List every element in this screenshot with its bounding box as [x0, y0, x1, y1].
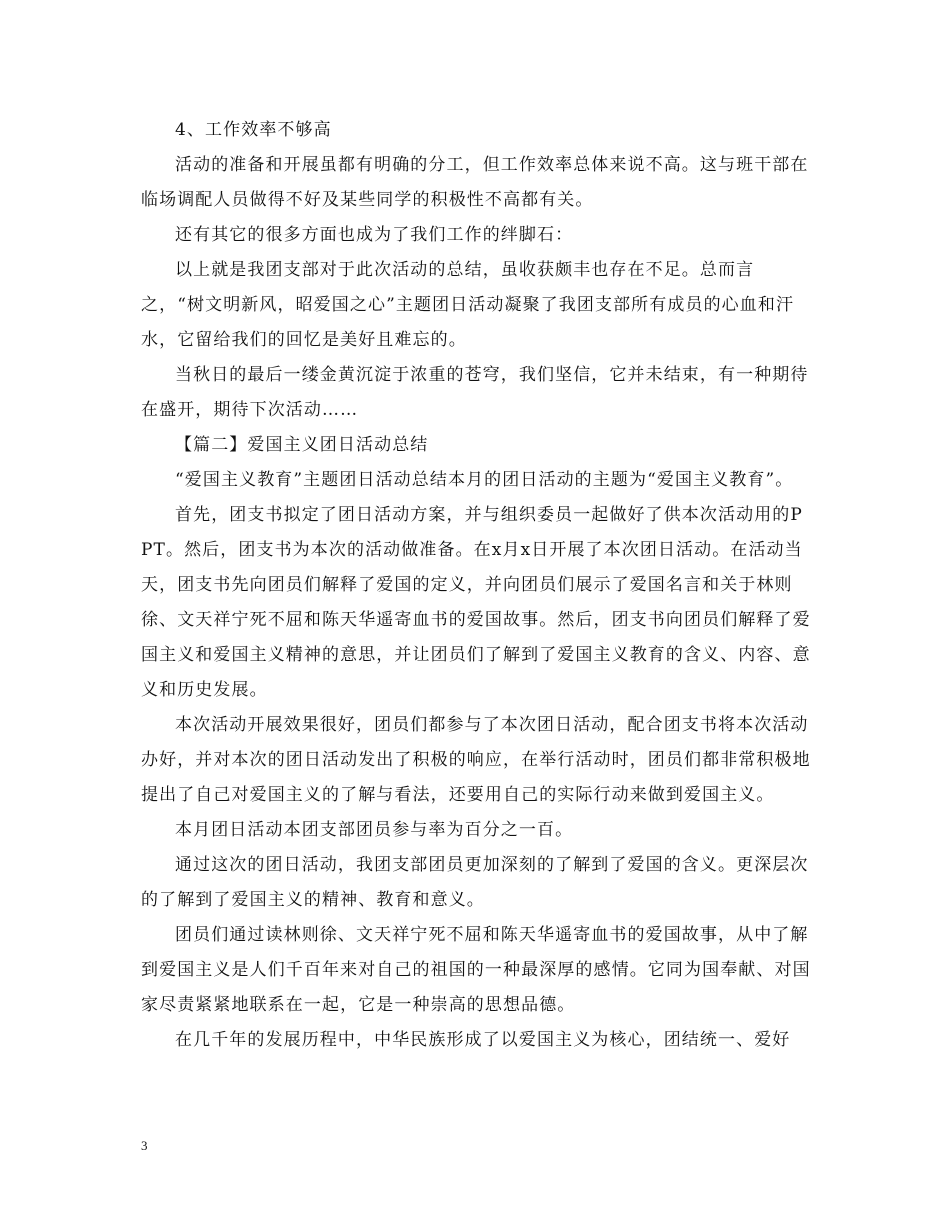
- paragraph: 首先，团支书拟定了团日活动方案，并与组织委员一起做好了供本次活动用的PPT。然后，团支书为本次的活动做准备。在x月x日开展了本次团日活动。在活动当天，团支书先向团员们解释了爱国的定义，并向团员们展示了爱国名言和关于林则徐、文天祥宁死不屈和陈天华遥寄血书的爱国故事。然后，团支书向团员们解释了爱国主义和爱国主义精神的意思，并让团员们了解到了爱国主义教育的含义、内容、意义和历史发展。: [141, 505, 811, 700]
- paragraph: 以上就是我团支部对于此次活动的总结，虽收获颇丰也存在不足。总而言之，“树文明新风，昭爱国之心”主题团日活动凝聚了我团支部所有成员的心血和汗水，它留给我们的回忆是美好且难忘的。: [141, 260, 795, 350]
- section-heading: 【篇二】爱国主义团日活动总结: [175, 435, 429, 455]
- paragraph: “爱国主义教育”主题团日活动总结本月的团日活动的主题为“爱国主义教育”。: [175, 470, 794, 490]
- page-number: 3: [141, 1138, 148, 1153]
- paragraph: 在几千年的发展历程中，中华民族形成了以爱国主义为核心，团结统一、爱好: [175, 1030, 791, 1050]
- paragraph: 本月团日活动本团支部团员参与率为百分之一百。: [175, 820, 574, 840]
- paragraph: 还有其它的很多方面也成为了我们工作的绊脚石：: [175, 225, 574, 245]
- paragraph: 当秋日的最后一缕金黄沉淀于浓重的苍穹，我们坚信，它并未结束，有一种期待在盛开，期待下次活动……: [141, 365, 809, 420]
- paragraph: 团员们通过读林则徐、文天祥宁死不屈和陈天华遥寄血书的爱国故事，从中了解到爱国主义是人们千百年来对自己的祖国的一种最深厚的感情。它同为国奉献、对国家尽责紧紧地联系在一起，它是一种崇高的思想品德。: [141, 925, 811, 1015]
- paragraph: 通过这次的团日活动，我团支部团员更加深刻的了解到了爱国的含义。更深层次的了解到了爱国主义的精神、教育和意义。: [141, 855, 809, 910]
- paragraph-heading-work-efficiency: 4、工作效率不够高: [175, 120, 332, 140]
- document-body: [141, 113, 813, 1058]
- paragraph: 活动的准备和开展虽都有明确的分工，但工作效率总体来说不高。这与班干部在临场调配人员做得不好及某些同学的积极性不高都有关。: [141, 155, 809, 210]
- paragraph: 本次活动开展效果很好，团员们都参与了本次团日活动，配合团支书将本次活动办好，并对本次的团日活动发出了积极的响应，在举行活动时，团员们都非常积极地提出了自己对爱国主义的了解与看法，还要用自己的实际行动来做到爱国主义。: [141, 715, 811, 805]
